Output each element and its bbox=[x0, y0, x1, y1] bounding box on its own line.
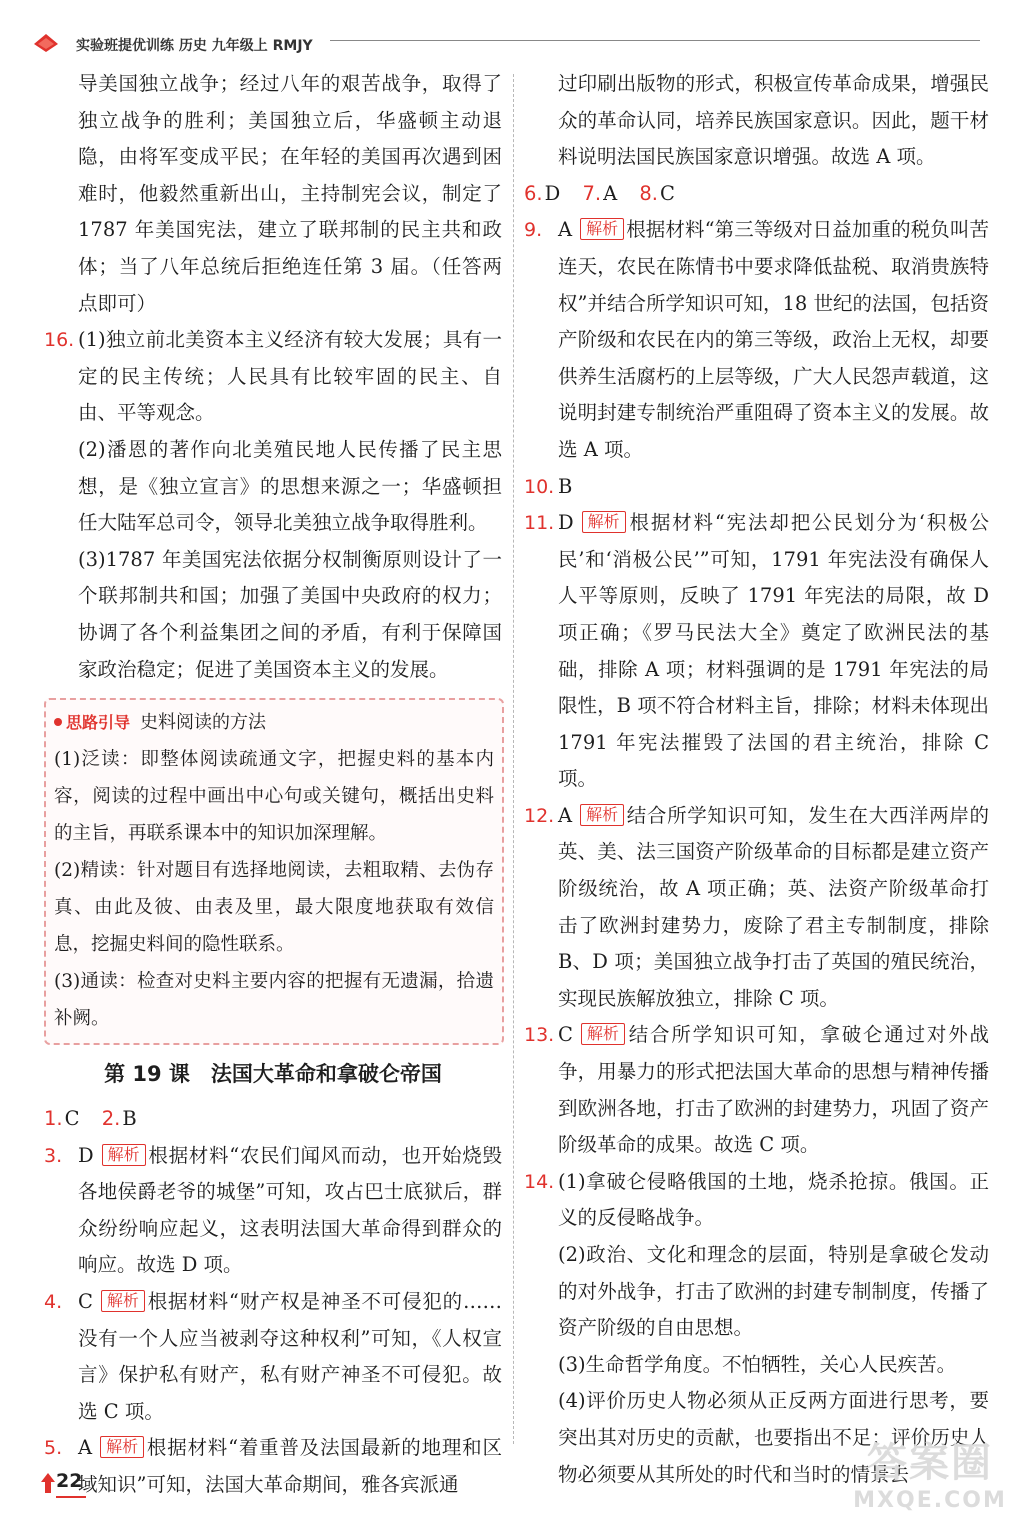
answer-9 bbox=[524, 212, 989, 468]
answer-letter: C bbox=[659, 181, 675, 205]
answer-3 bbox=[44, 1138, 502, 1284]
page-number-underline bbox=[56, 1496, 86, 1498]
analysis-text: 根据材料“着重普及法国最新的地理和区域知识”可知，法国大革命期间，雅各宾派通 bbox=[78, 1436, 502, 1497]
answer-letter: A bbox=[78, 1436, 93, 1460]
page-number-text: 22 bbox=[56, 1470, 83, 1492]
watermark-title: 答案圈 bbox=[867, 1440, 993, 1486]
analysis-text: 根据材料“农民们闻风而动，也开始烧毁各地侯爵老爷的城堡”可知，攻占巴士底狱后，群众纷纷响应起义，这表明法国大革命得到群众的响应。故选 D 项。 bbox=[78, 1143, 502, 1277]
arrow-up-icon bbox=[40, 1472, 56, 1494]
answer-16-part-3: (3)1787 年美国宪法依据分权制衡原则设计了一个联邦制共和国；加强了美国中央政府的权力；协调了各个利益集团之间的矛盾，有利于保障国家政治稳定；促进了美国资本主义的发展。 bbox=[78, 547, 502, 681]
left-column bbox=[44, 66, 502, 1504]
analysis-tag: 解析 bbox=[580, 218, 624, 240]
book-logo-icon bbox=[32, 32, 60, 54]
answer-10 bbox=[524, 469, 989, 506]
analysis-text: 结合所学知识可知，发生在大西洋两岸的英、美、法三国资产阶级革命的目标都是建立资产阶级统治，故 A 项正确；英、法资产阶级革命打击了欧洲封建势力，废除了君主专制制度，排除 B、D 项；美国独立战争打击了英国的殖民统治，实现民族解放独立，排除 C 项。 bbox=[558, 803, 989, 1010]
continued-answer: 过印刷出版物的形式，积极宣传革命成果，增强民众的革命认同，培养民族国家意识。因此，题干材料说明法国民族国家意识增强。故选 A 项。 bbox=[558, 72, 989, 169]
question-number: 7. bbox=[582, 181, 602, 205]
answer-letter: C bbox=[558, 1023, 573, 1047]
tip-label: 思路引导 bbox=[66, 713, 131, 733]
analysis-tag: 解析 bbox=[101, 1290, 145, 1312]
answer-14-part-3: (3)生命哲学角度。不怕牺牲，关心人民疾苦。 bbox=[558, 1352, 957, 1376]
question-number: 4. bbox=[44, 1291, 63, 1314]
question-number: 2. bbox=[101, 1107, 121, 1131]
question-number: 6. bbox=[524, 181, 543, 205]
answer-letter: A bbox=[558, 803, 573, 827]
answer-4 bbox=[44, 1284, 502, 1430]
question-number: 14. bbox=[524, 1170, 555, 1193]
answer-letter: B bbox=[122, 1107, 137, 1131]
tip-paragraph-2: (2)精读：针对题目有选择地阅读，去粗取精、去伪存真、由此及彼、由表及里，最大限度地获取有效信息，挖掘史料间的隐性联系。 bbox=[54, 860, 494, 956]
analysis-tag: 解析 bbox=[580, 804, 624, 826]
analysis-tag: 解析 bbox=[581, 1023, 625, 1045]
continued-answer: 导美国独立战争；经过八年的艰苦战争，取得了独立战争的胜利；美国独立后，华盛顿主动退隐，由将军变成平民；在年轻的美国再次遇到困难时，他毅然重新出山，主持制宪会议，制定了 1787 年美国宪法，建立了联邦制的民主共和政体；当了八年总统后拒绝连任第 3 届。（任答两点即可） bbox=[78, 72, 502, 315]
question-number: 3. bbox=[44, 1144, 63, 1167]
question-number: 13. bbox=[524, 1024, 555, 1047]
answer-13 bbox=[524, 1017, 989, 1163]
watermark-url: MXQE.COM bbox=[853, 1488, 1007, 1513]
answer-14-part-2: (2)政治、文化和理念的层面，特别是拿破仑发动的对外战争，打击了欧洲的封建专制制度，传播了资产阶级的自由思想。 bbox=[558, 1243, 989, 1340]
page-header bbox=[30, 30, 980, 60]
tip-box bbox=[44, 698, 504, 1045]
tip-paragraph-3: (3)通读：检查对史料主要内容的把握有无遗漏，拾遗补阙。 bbox=[54, 971, 494, 1030]
analysis-tag: 解析 bbox=[100, 1436, 144, 1458]
analysis-text: 根据材料“财产权是神圣不可侵犯的……没有一个人应当被剥夺这种权利”可知，《人权宣言》保护私有财产，私有财产神圣不可侵犯。故选 C 项。 bbox=[78, 1290, 502, 1423]
answer-letter: C bbox=[78, 1290, 93, 1314]
watermark bbox=[840, 1440, 1020, 1530]
answer-5 bbox=[44, 1430, 502, 1503]
answer-14-part-4: (4)评价历史人物必须从正反两方面进行思考，要突出其对历史的贡献，也要指出不足；评价历史人物必须要从其所处的时代和当时的情景去 bbox=[558, 1389, 989, 1486]
answer-letter: B bbox=[558, 474, 573, 498]
question-number: 8. bbox=[639, 181, 658, 205]
question-number: 9. bbox=[524, 219, 543, 242]
tip-title: 史料阅读的方法 bbox=[140, 712, 267, 734]
answer-12 bbox=[524, 798, 989, 1018]
bullet-icon bbox=[54, 718, 62, 726]
column-divider bbox=[513, 74, 514, 1444]
question-number: 11. bbox=[524, 512, 555, 535]
right-column bbox=[524, 66, 989, 1493]
answers-1-2 bbox=[44, 1101, 502, 1138]
answer-14-part-1: (1)拿破仑侵略俄国的土地，烧杀抢掠。俄国。正义的反侵略战争。 bbox=[558, 1169, 989, 1230]
question-number: 16. bbox=[44, 329, 75, 352]
answer-11 bbox=[524, 505, 989, 798]
series-title: 实验班提优训练 历史 九年级上 RMJY bbox=[76, 38, 313, 54]
answer-16-part-2: (2)潘恩的著作向北美殖民地人民传播了民主思想，是《独立宣言》的思想来源之一；华盛顿担任大陆军总司令，领导北美独立战争取得胜利。 bbox=[78, 437, 502, 535]
question-number: 5. bbox=[44, 1437, 63, 1460]
analysis-tag: 解析 bbox=[582, 511, 626, 533]
question-number: 10. bbox=[524, 475, 555, 498]
tip-header bbox=[54, 704, 494, 741]
answer-letter: C bbox=[64, 1107, 80, 1131]
answer-letter: D bbox=[558, 511, 574, 535]
answer-letter: A bbox=[603, 181, 618, 205]
header-rule bbox=[330, 40, 980, 41]
answer-16-part-1: (1)独立前北美资本主义经济有较大发展；具有一定的民主传统；人民具有比较牢固的民主、自由、平等观念。 bbox=[78, 328, 502, 425]
question-number: 12. bbox=[524, 804, 555, 827]
lesson-title: 第 19 课 法国大革命和拿破仑帝国 bbox=[104, 1062, 442, 1087]
answer-letter: D bbox=[78, 1143, 94, 1167]
analysis-text: 根据材料“第三等级对日益加重的税负叫苦连天，农民在陈情书中要求降低盐税、取消贵族特权”并结合所学知识可知，18 世纪的法国，包括资产阶级和农民在内的第三等级，政治上无权，却要供养生活腐朽的上层等级，广大人民怨声载道，这说明封建专制统治严重阻碍了资本主义的发展。故选 A 项。 bbox=[558, 218, 989, 461]
analysis-text: 结合所学知识可知，拿破仑通过对外战争，用暴力的形式把法国大革命的思想与精神传播到欧洲各地，打击了欧洲的封建势力，巩固了资产阶级革命的成果。故选 C 项。 bbox=[558, 1023, 989, 1157]
question-number: 1. bbox=[44, 1107, 63, 1131]
analysis-tag: 解析 bbox=[102, 1144, 146, 1166]
answer-letter: A bbox=[558, 218, 573, 242]
tip-paragraph-1: (1)泛读：即整体阅读疏通文字，把握史料的基本内容，阅读的过程中画出中心句或关键句，概括出史料的主旨，再联系课本中的知识加深理解。 bbox=[54, 749, 494, 845]
answer-16 bbox=[44, 322, 502, 688]
answer-letter: D bbox=[544, 181, 561, 205]
answers-6-8 bbox=[524, 176, 989, 213]
analysis-text: 根据材料“宪法却把公民划分为‘积极公民’和‘消极公民’”可知，1791 年宪法没有确保人人平等原则，反映了 1791 年宪法的局限，故 D 项正确；《罗马民法大全》奠定了欧洲民法的基础，排除 A 项；材料强调的是 1791 年宪法的局限性，B 项不符合材料主旨，排除；材料未体现出 1791 年宪法摧毁了法国的君主统治，排除 C 项。 bbox=[558, 511, 989, 791]
